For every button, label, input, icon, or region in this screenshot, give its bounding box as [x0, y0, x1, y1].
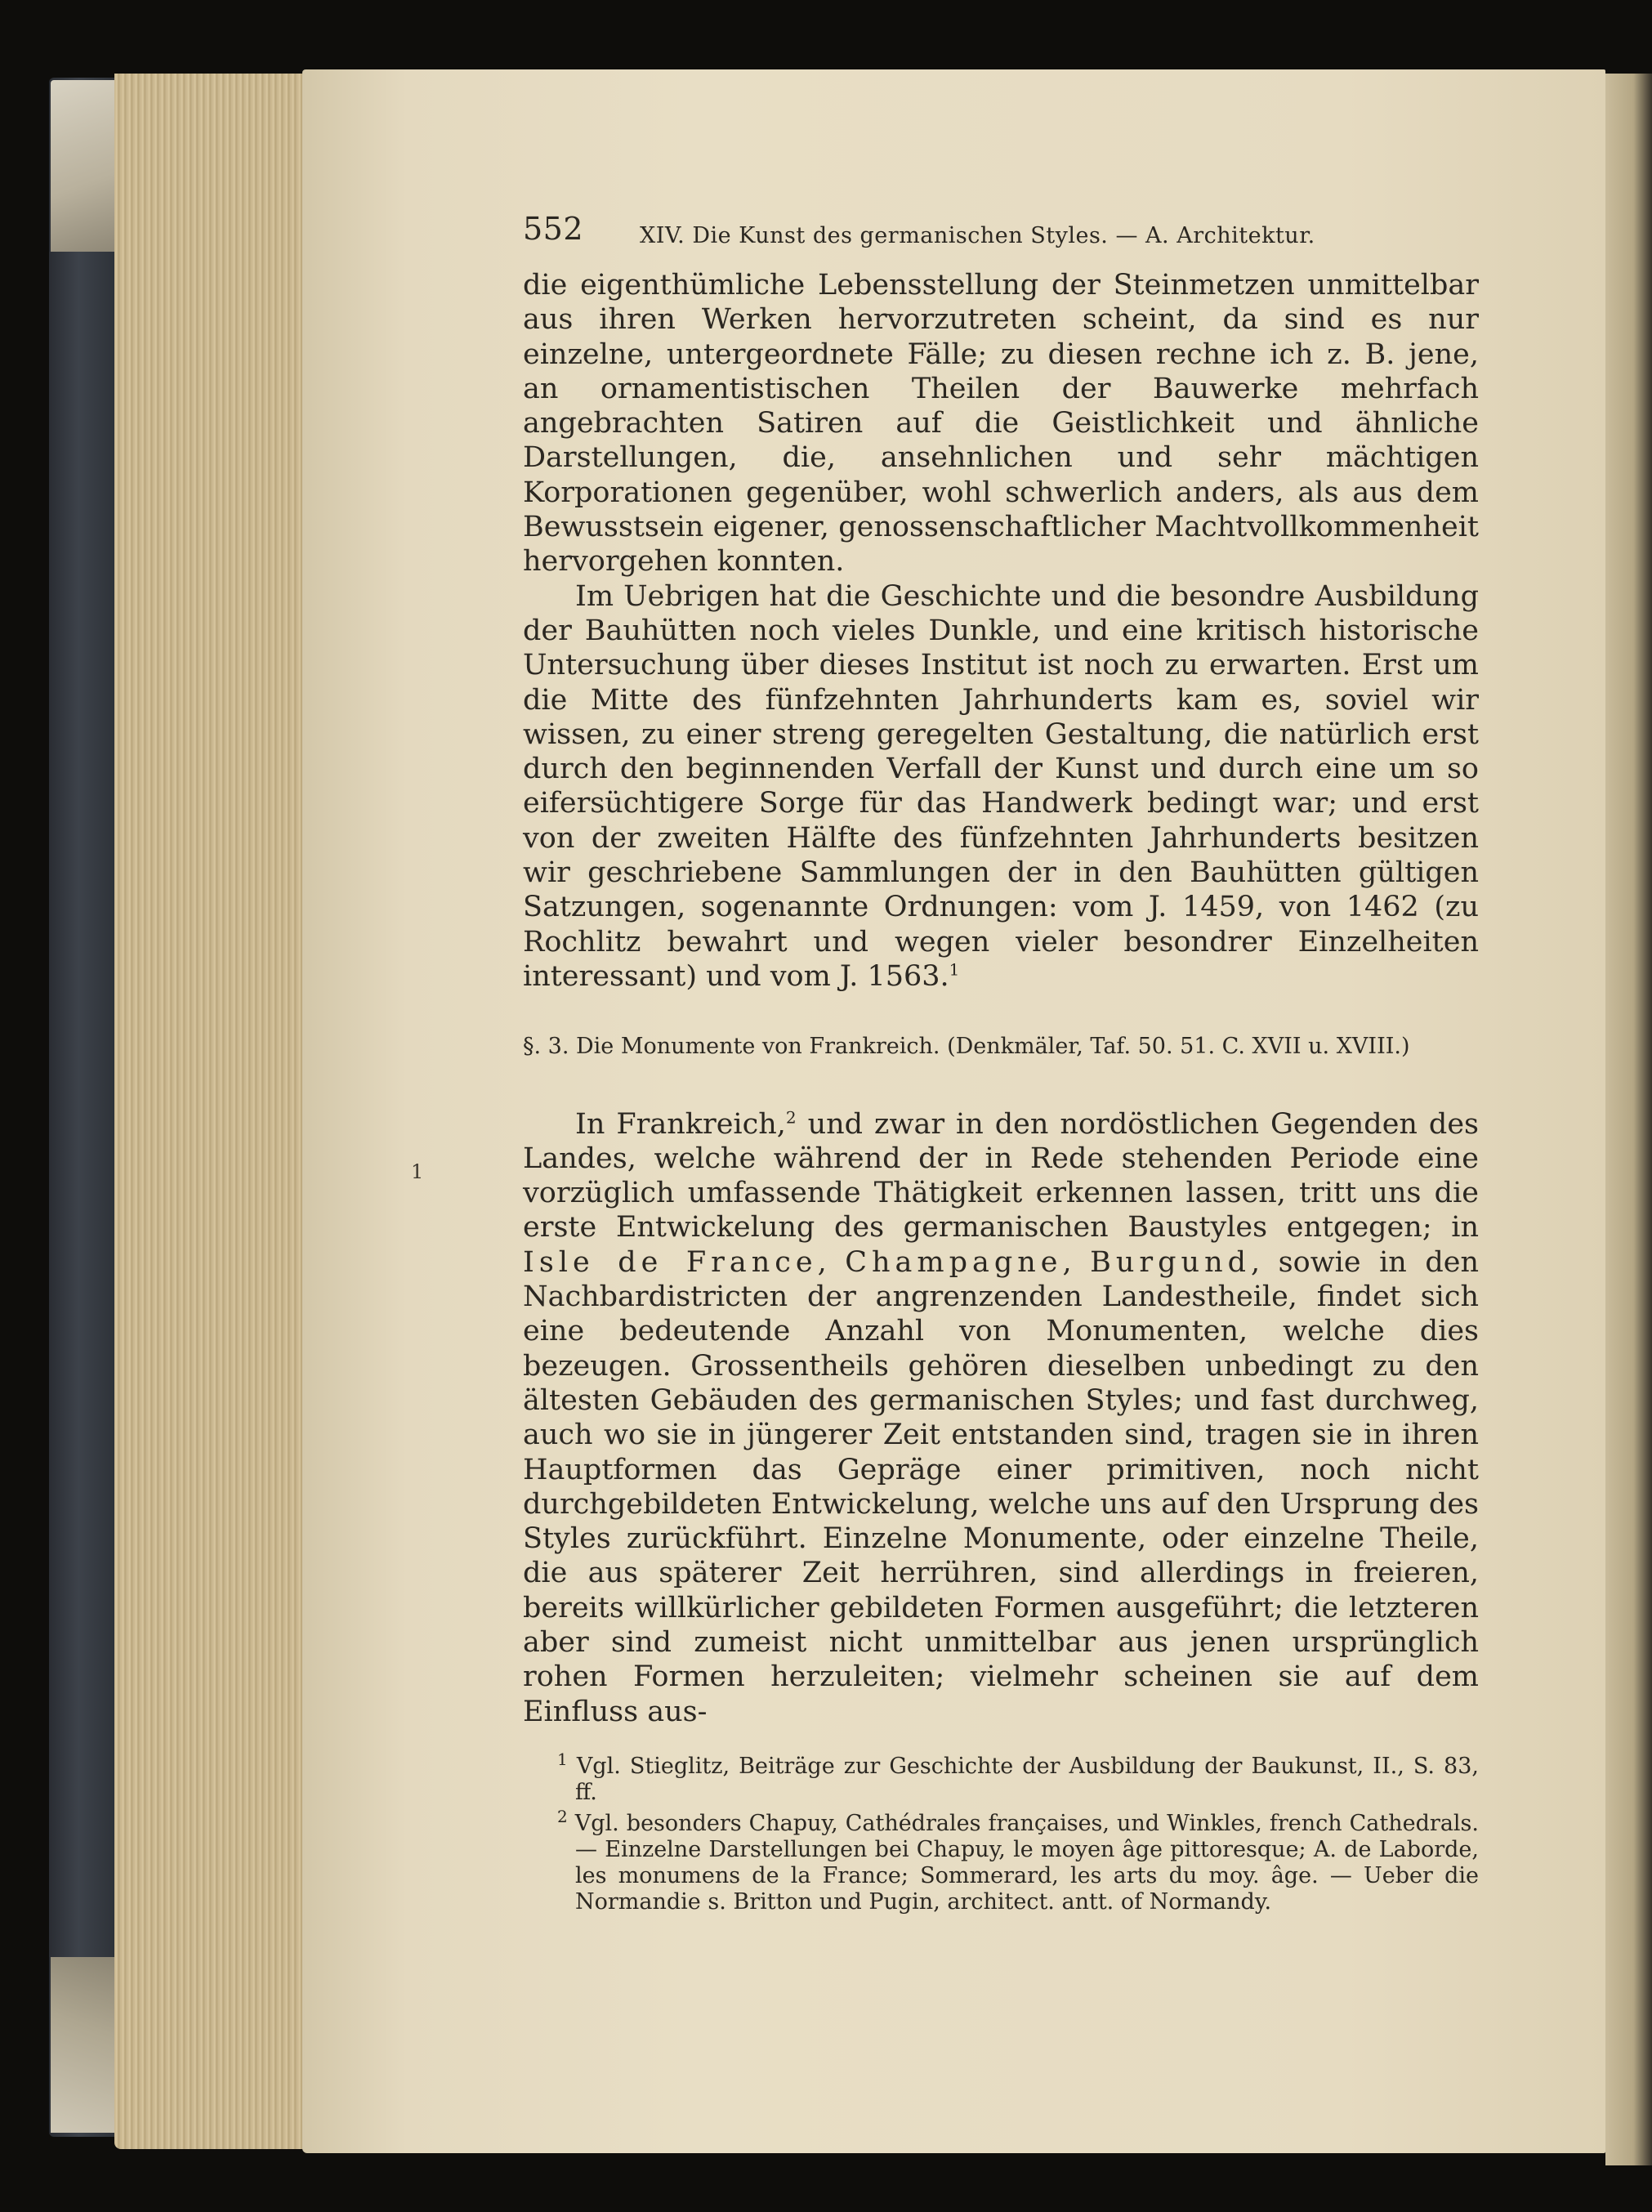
- region-burgund: Burgund: [1090, 1245, 1252, 1279]
- footnote-2-text: Vgl. besonders Chapuy, Cathédrales françaises, und Winkles, french Cathedrals. — Einzelne Darstellungen bei Chapuy, le moyen âge pittoresque; A. de Laborde, les monumens de la France; Sommerard, les arts du moy. âge. — Ueber die Normandie s. Britton und Pugin, architect. antt. of Normandy.: [574, 1810, 1479, 1915]
- paragraph-3-middle: und zwar in den nordöstlichen Gegenden des Landes, welche während der in Rede stehenden Periode eine vorzüglich umfassende Thätigkeit erkennen lassen, tritt uns die erste Entwickelung des germanischen Baustyles entgegen; in: [523, 1107, 1479, 1245]
- paragraph-3-start: In Frankreich,: [575, 1107, 786, 1141]
- footnote-1: [523, 1749, 1479, 1806]
- running-title: XIV. Die Kunst des germanischen Styles. — A. Architektur.: [640, 223, 1315, 248]
- page-number: 552: [523, 211, 584, 247]
- footnote-2: [523, 1806, 1479, 1915]
- book-cover: [49, 78, 123, 2137]
- paragraph-2: [523, 579, 1479, 994]
- section-heading: §. 3. Die Monumente von Frankreich. (Denkmäler, Taf. 50. 51. C. XVII u. XVIII.): [523, 1034, 1410, 1060]
- cover-corner-top: [51, 80, 116, 252]
- page-text: [523, 211, 1479, 1920]
- footnotes: [523, 1749, 1479, 1915]
- region-champagne: Champagne: [845, 1245, 1063, 1279]
- footnote-1-number: 1: [557, 1749, 568, 1769]
- footnote-ref-1: 1: [949, 959, 960, 980]
- region-isle-de-france: Isle de France: [523, 1245, 818, 1279]
- paragraph-2-text: Im Uebrigen hat die Geschichte und die besondre Ausbildung der Bauhütten noch vieles Dunkle, und eine kritisch historische Untersuchung über dieses Institut ist noch zu erwarten. Erst um die Mitte des fünfzehnten Jahrhunderts kam es, soviel wir wissen, zu einer streng geregelten Gestaltung, die natürlich erst durch den beginnenden Verfall der Kunst und durch eine um so eifersüchtigere Sorge für das Handwerk bedingt war; und erst von der zweiten Hälfte des fünfzehnten Jahrhunderts besitzen wir geschriebene Sammlungen der in den Bauhütten gültigen Satzungen, sogenannte Ordnungen: vom J. 1459, von 1462 (zu Rochlitz bewahrt und wegen vieler besondrer Einzelheiten interessant) und vom J. 1563.: [523, 579, 1479, 993]
- footnote-1-text: Vgl. Stieglitz, Beiträge zur Geschichte der Ausbildung der Baukunst, II., S. 83, ff.: [575, 1753, 1479, 1805]
- paragraph-3: [523, 1107, 1479, 1729]
- separator-2: ,: [1062, 1245, 1091, 1279]
- paragraph-1: die eigenthümliche Lebensstellung der Steinmetzen unmittelbar aus ihren Werken hervorzutreten scheint, da sind es nur einzelne, untergeordnete Fälle; zu diesen rechne ich z. B. jene, an ornamentistischen Theilen der Bauwerke mehrfach angebrachten Satiren auf die Geistlichkeit und ähnliche Darstellungen, die, ansehnlichen und sehr mächtigen Korporationen gegenüber, wohl schwerlich anders, als aus dem Bewusstsein eigener, genossenschaftlicher Machtvollkommenheit hervorgehen konnten.: [523, 269, 1479, 579]
- body-text: [523, 268, 1479, 1729]
- facing-page-edge: [1605, 74, 1652, 2165]
- running-head: [523, 211, 1479, 268]
- separator-1: ,: [817, 1245, 846, 1279]
- paragraph-3-end: , sowie in den Nachbardistricten der angrenzenden Landestheile, findet sich eine bedeutende Anzahl von Monumenten, welche dies bezeugen. Grossentheils gehören dieselben unbedingt zu den ältesten Gebäuden des germanischen Styles; und fast durchweg, auch wo sie in jüngerer Zeit entstanden sind, tragen sie in ihren Hauptformen das Gepräge einer primitiven, noch nicht durchgebildeten Entwickelung, welche uns auf den Ursprung des Styles zurückführt. Einzelne Monumente, oder einzelne Theile, die aus späterer Zeit herrühren, sind allerdings in freieren, bereits willkürlicher gebildeten Formen ausgeführt; die letzteren aber sind zumeist nicht unmittelbar aus jenen ursprünglich rohen Formen herzuleiten; vielmehr scheinen sie auf dem Einfluss aus-: [523, 1245, 1479, 1728]
- footnote-ref-2: 2: [785, 1106, 797, 1127]
- margin-mark: 1: [411, 1160, 424, 1183]
- footnote-2-number: 2: [557, 1806, 568, 1826]
- page-edges: [114, 74, 310, 2149]
- cover-corner-bottom: [51, 1957, 116, 2133]
